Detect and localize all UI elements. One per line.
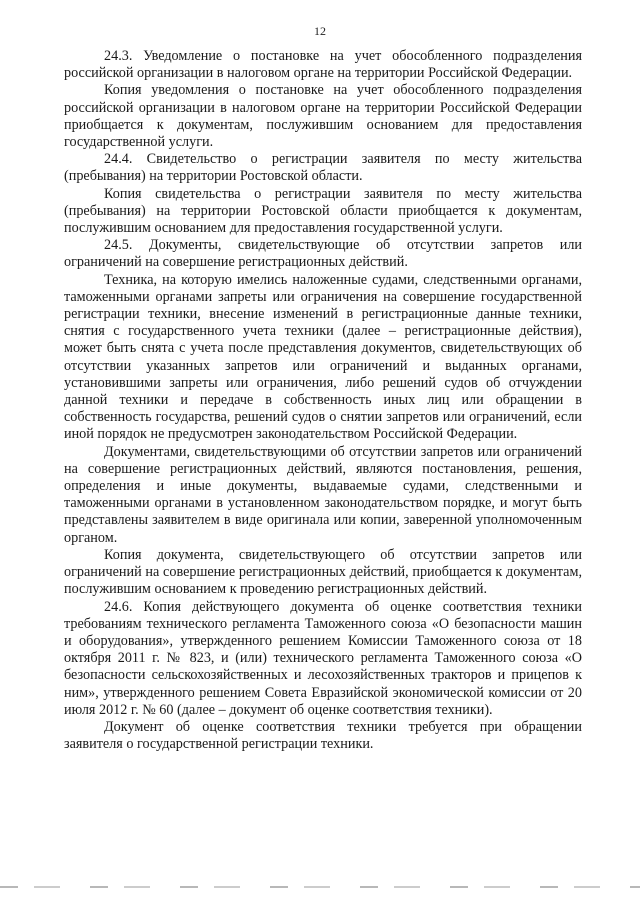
paragraph-24-5-equipment: Техника, на которую имелись наложенные судами, следственными органами, таможенными органами запреты или ограничения на совершение государственной регистрации техники, внесение изменений в регистрационные данные техники, снятия с государственного учета техники (далее – регистрационные действия), может быть снята с учета после представления документов, свидетельствующих об отсутствии указанных запретов или ограничений и выданных органами, установившими запреты или ограничения, либо решений судов об отчуждении данной техники и передаче в собственность иных лиц или обращении в собственность государства, решений судов о снятии запретов или ограничений, если иной порядок не предусмотрен законодательством Российской Федерации. [64, 271, 582, 443]
paragraph-24-5-copy: Копия документа, свидетельствующего об отсутствии запретов или ограничений на совершение регистрационных действий, приобщается к документам, послужившим основанием к проведению регистрационных действий. [64, 546, 582, 598]
paragraph-24-6-heading: 24.6. Копия действующего документа об оценке соответствия техники требованиям технического регламента Таможенного союза «О безопасности машин и оборудования», утвержденного решением Комиссии Таможенного союза от 18 октября 2011 г. № 823, и (или) технического регламента Таможенного союза «О безопасности сельскохозяйственных и лесохозяйственных тракторов и прицепов к ним», утвержденного решением Совета Евразийской экономической комиссии от 20 июля 2012 г. № 60 (далее – документ об оценке соответствия техники). [64, 598, 582, 718]
paragraph-24-3-copy: Копия уведомления о постановке на учет обособленного подразделения российской организации в налоговом органе на территории Российской Федерации приобщается к документам, послужившим основанием для предоставления государственной услуги. [64, 82, 582, 151]
paragraph-24-6-requirement: Документ об оценке соответствия техники требуется при обращении заявителя о государственной регистрации техники. [64, 718, 582, 753]
paragraph-24-5-documents: Документами, свидетельствующими об отсутствии запретов или ограничений на совершение регистрационных действий, являются постановления, решения, определения и иные документы, выдаваемые судами, следственными и таможенными органами в установленном законодательством порядке, и могут быть представлены заявителем в виде оригинала или копии, заверенной уполномоченным органом. [64, 443, 582, 546]
paragraph-24-4-heading: 24.4. Свидетельство о регистрации заявителя по месту жительства (пребывания) на территории Ростовской области. [64, 151, 582, 185]
paragraph-24-5-heading: 24.5. Документы, свидетельствующие об отсутствии запретов или ограничений на совершение регистрационных действий. [64, 237, 582, 271]
page-number: 12 [314, 24, 326, 38]
scan-edge-divider [0, 886, 640, 888]
paragraph-24-4-copy: Копия свидетельства о регистрации заявителя по месту жительства (пребывания) на территории Ростовской области приобщается к документам, послужившим основанием для предоставления государственной услуги. [64, 185, 582, 237]
document-body [64, 48, 582, 753]
paragraph-24-3-heading: 24.3. Уведомление о постановке на учет обособленного подразделения российской организации в налоговом органе на территории Российской Федерации. [64, 48, 582, 82]
